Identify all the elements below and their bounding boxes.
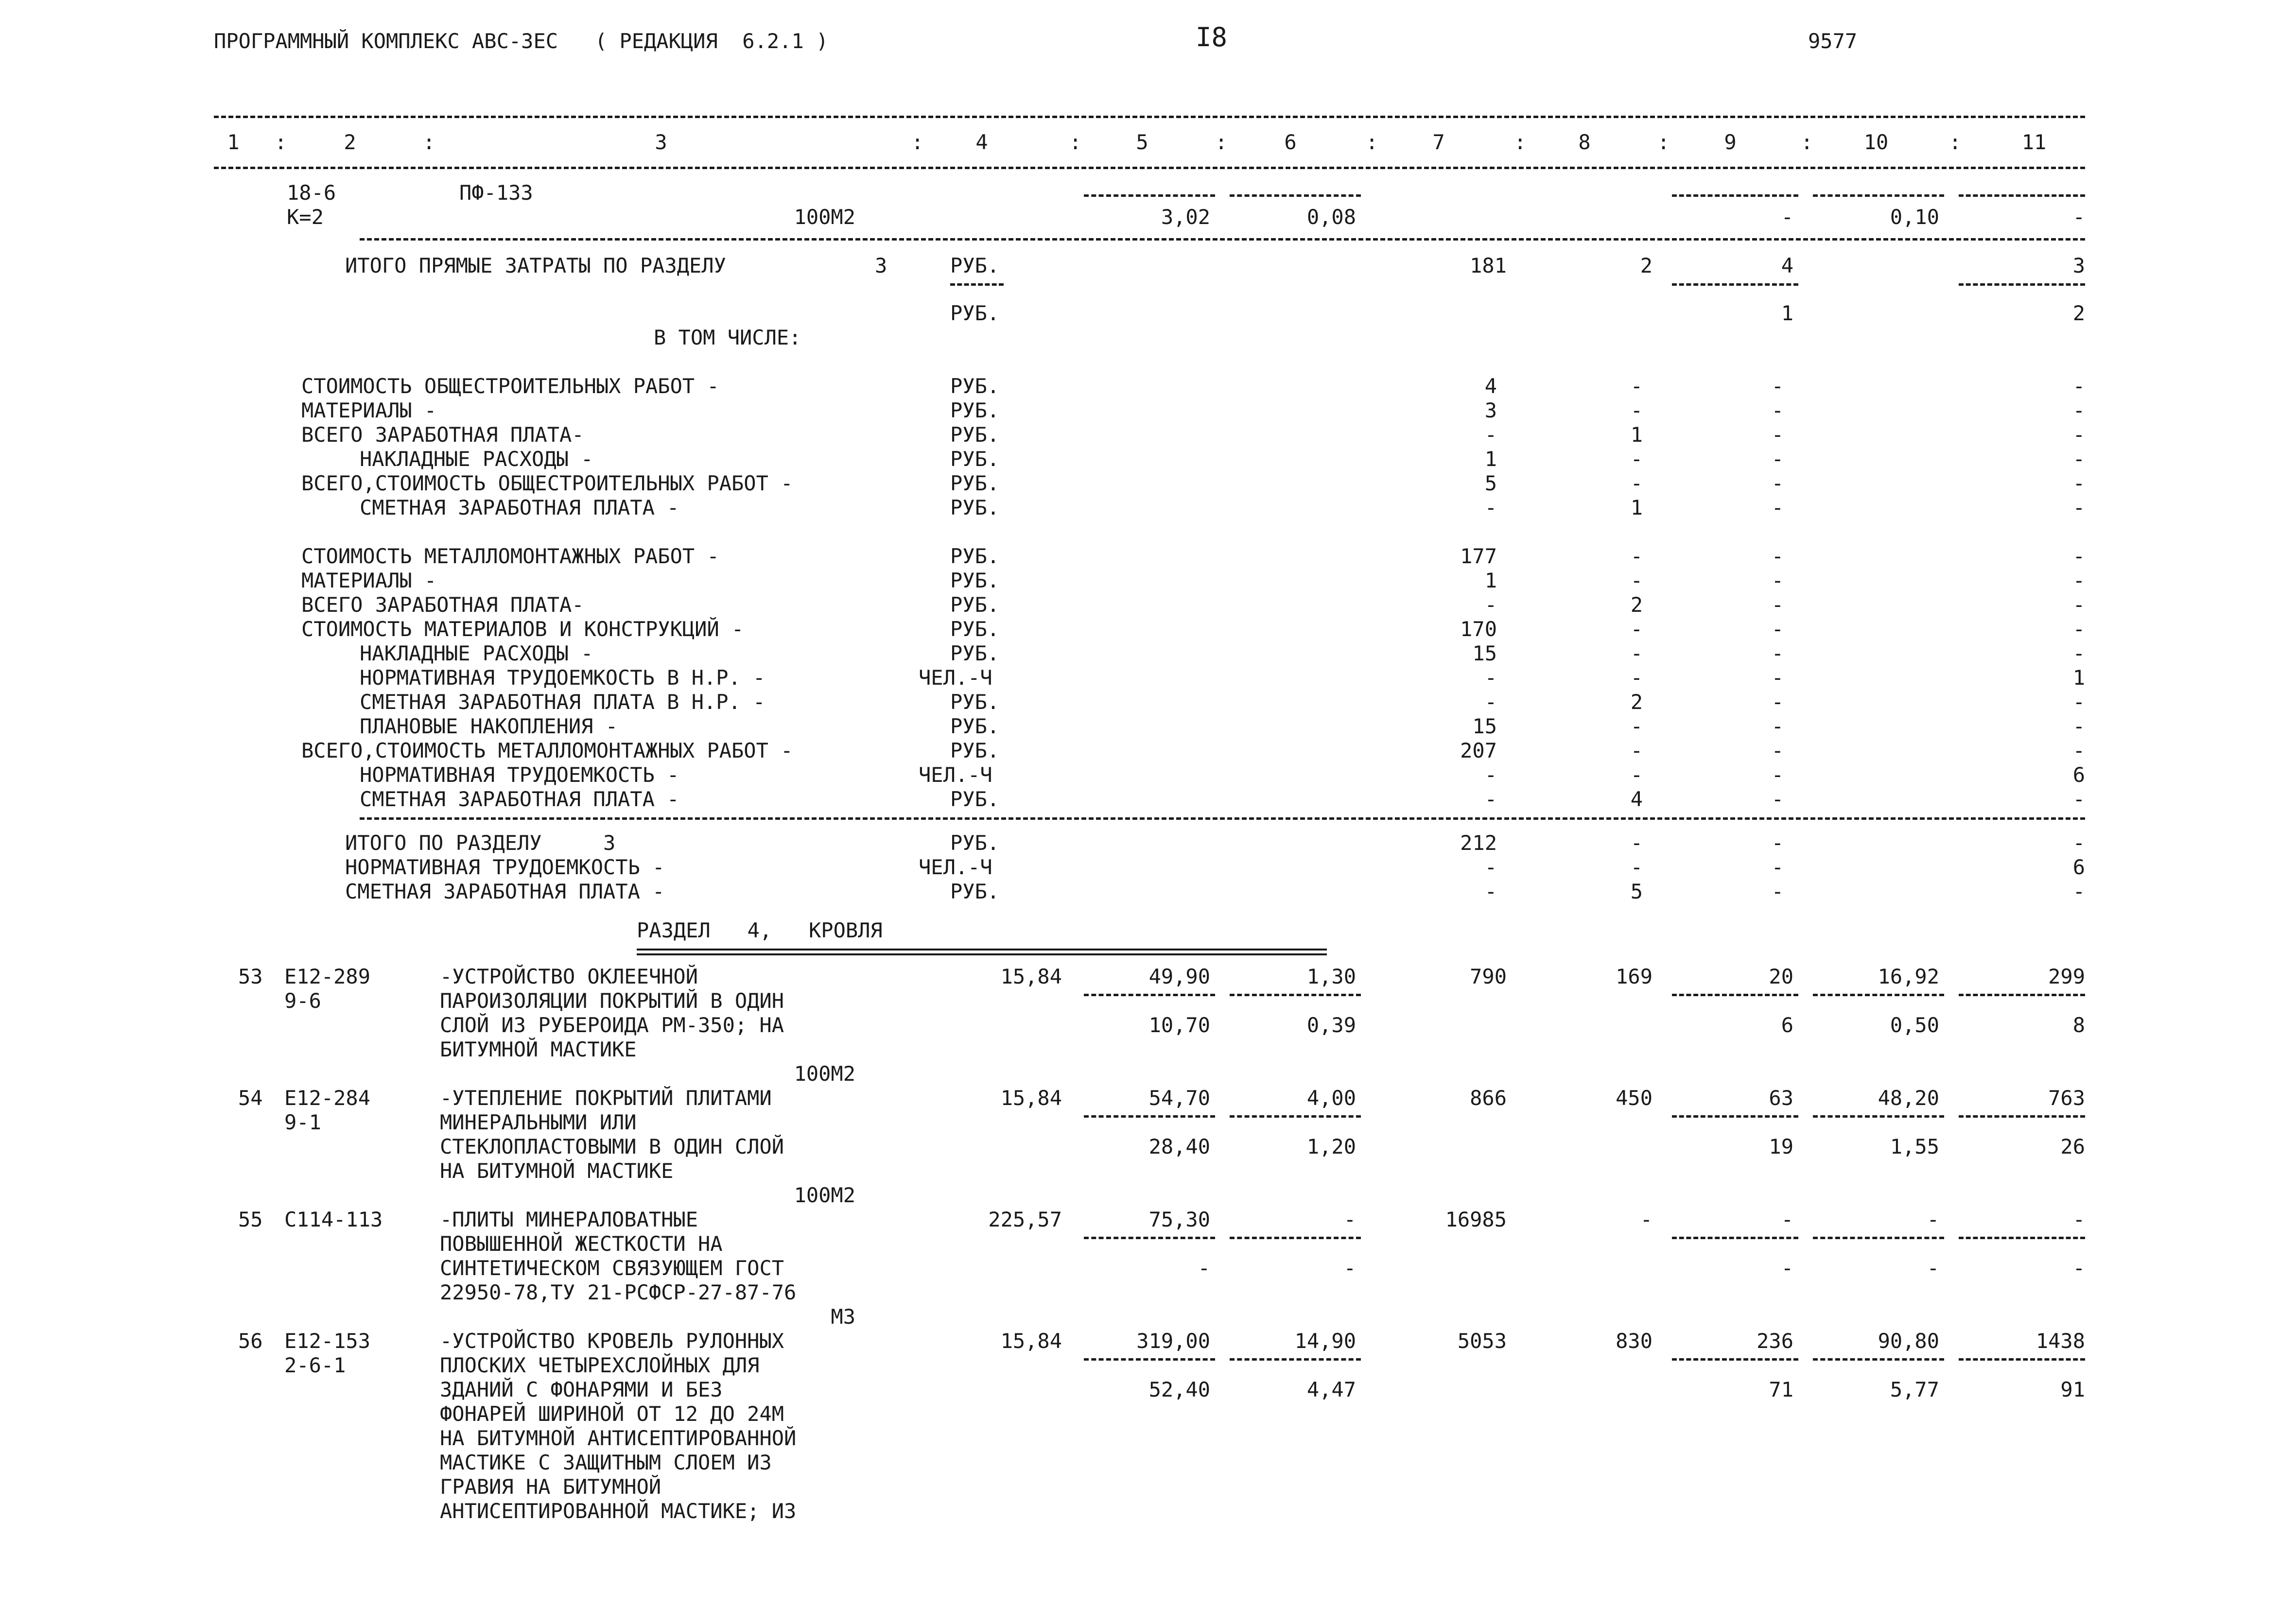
item-col8: -	[1640, 1208, 1652, 1231]
breakdown-col9: -	[1771, 569, 1784, 592]
dashed-rule	[1959, 1115, 2085, 1118]
breakdown-col9: -	[1771, 471, 1784, 495]
breakdown-col7: 170	[1460, 617, 1497, 641]
column-separator: :	[275, 130, 287, 154]
unit: РУБ.	[950, 617, 1000, 641]
section-total-col9: -	[1771, 880, 1784, 903]
breakdown-col11: -	[2072, 471, 2085, 495]
item-description: ПЛОСКИХ ЧЕТЫРЕХСЛОЙНЫХ ДЛЯ	[440, 1353, 760, 1377]
header-bottom-rule	[214, 167, 2085, 169]
item-col9: 236	[1757, 1329, 1793, 1353]
prev-code: 18-6	[287, 181, 336, 205]
section-total-label: ИТОГО ПО РАЗДЕЛУ 3	[345, 831, 616, 855]
program-header: ПРОГРАММНЫЙ КОМПЛЕКС АВС-3ЕС ( РЕДАКЦИЯ 6.2.1 )	[214, 29, 829, 53]
item-col7: 866	[1470, 1086, 1507, 1110]
item-col7: 5053	[1457, 1329, 1507, 1353]
dashed-rule	[1230, 1237, 1361, 1239]
breakdown-label: НОРМАТИВНАЯ ТРУДОЕМКОСТЬ В Н.Р. -	[360, 666, 765, 690]
section-total-col8: 5	[1630, 880, 1643, 903]
item-description: НА БИТУМНОЙ МАСТИКЕ	[440, 1159, 674, 1183]
item-col6-sub: 1,20	[1306, 1135, 1356, 1158]
item-description: АНТИСЕПТИРОВАННОЙ МАСТИКЕ; ИЗ	[440, 1499, 797, 1523]
unit: РУБ.	[950, 690, 1000, 714]
breakdown-col11: -	[2072, 641, 2085, 665]
section-underline	[637, 949, 1327, 955]
breakdown-label: ВСЕГО ЗАРАБОТНАЯ ПЛАТА-	[301, 593, 584, 617]
breakdown-label: СТОИМОСТЬ МАТЕРИАЛОВ И КОНСТРУКЦИЙ -	[301, 617, 744, 641]
column-number-6: 6	[1284, 130, 1297, 154]
breakdown-col9: -	[1771, 398, 1784, 422]
breakdown-col11: -	[2072, 423, 2085, 447]
column-separator: :	[1657, 130, 1670, 154]
section-total-col7: -	[1484, 855, 1497, 879]
breakdown-col8: -	[1630, 714, 1643, 738]
unit: РУБ.	[950, 544, 1000, 568]
breakdown-col7: 4	[1484, 374, 1497, 398]
breakdown-col7: -	[1484, 763, 1497, 787]
breakdown-col8: 4	[1630, 787, 1643, 811]
section-total-col9: -	[1771, 855, 1784, 879]
item-col5: 49,90	[1148, 965, 1210, 988]
section-total-label: СМЕТНАЯ ЗАРАБОТНАЯ ПЛАТА -	[345, 880, 665, 903]
section-total-col11: 6	[2072, 855, 2085, 879]
column-separator: :	[1366, 130, 1378, 154]
item-description: -УТЕПЛЕНИЕ ПОКРЫТИЙ ПЛИТАМИ	[440, 1086, 772, 1110]
prev-unit: 100М2	[794, 205, 855, 229]
column-separator: :	[1215, 130, 1228, 154]
breakdown-col11: -	[2072, 714, 2085, 738]
item-col11: 299	[2048, 965, 2085, 988]
breakdown-col9: -	[1771, 690, 1784, 714]
item-code: Е12-153	[284, 1329, 371, 1353]
breakdown-col9: -	[1771, 714, 1784, 738]
item-description: ФОНАРЕЙ ШИРИНОЙ ОТ 12 ДО 24М	[440, 1402, 784, 1426]
breakdown-col7: 1	[1484, 569, 1497, 592]
item-col5-sub: -	[1198, 1256, 1210, 1280]
dashed-rule	[1084, 1358, 1215, 1361]
breakdown-label: СМЕТНАЯ ЗАРАБОТНАЯ ПЛАТА -	[360, 496, 679, 519]
breakdown-col11: -	[2072, 496, 2085, 519]
dashed-rule	[1959, 1237, 2085, 1239]
dashed-rule	[1672, 994, 1798, 996]
item-col10: 48,20	[1878, 1086, 1939, 1110]
item-quantity: 225,57	[988, 1208, 1062, 1231]
item-col9-sub: 6	[1781, 1013, 1793, 1037]
unit: РУБ.	[950, 254, 1000, 277]
section-total-col8: -	[1630, 855, 1643, 879]
item-col6: 4,00	[1306, 1086, 1356, 1110]
column-number-11: 11	[2021, 130, 2047, 154]
column-number-7: 7	[1432, 130, 1445, 154]
prev-col9: -	[1781, 205, 1793, 229]
item-col11: 1438	[2035, 1329, 2085, 1353]
dashed-rule	[1672, 283, 1798, 286]
breakdown-col9: -	[1771, 496, 1784, 519]
itogo-direct-label: ИТОГО ПРЯМЫЕ ЗАТРАТЫ ПО РАЗДЕЛУ	[345, 254, 726, 277]
breakdown-label: ВСЕГО,СТОИМОСТЬ МЕТАЛЛОМОНТАЖНЫХ РАБОТ -	[301, 739, 793, 762]
item-col11: 763	[2048, 1086, 2085, 1110]
column-number-4: 4	[975, 130, 988, 154]
section-total-col7: 212	[1460, 831, 1497, 855]
item-col6-sub: -	[1343, 1256, 1356, 1280]
breakdown-col7: -	[1484, 666, 1497, 690]
item-description: МИНЕРАЛЬНЫМИ ИЛИ	[440, 1110, 637, 1134]
item-col10-sub: 5,77	[1890, 1378, 1939, 1401]
dashed-rule	[1813, 1115, 1944, 1118]
breakdown-col8: -	[1630, 544, 1643, 568]
item-col7: 16985	[1445, 1208, 1507, 1231]
breakdown-col11: -	[2072, 398, 2085, 422]
unit: РУБ.	[950, 714, 1000, 738]
unit: РУБ.	[950, 593, 1000, 617]
breakdown-col11: -	[2072, 544, 2085, 568]
breakdown-col11: 1	[2072, 666, 2085, 690]
breakdown-col9: -	[1771, 763, 1784, 787]
dashed-rule	[1959, 194, 2085, 197]
unit: РУБ.	[950, 569, 1000, 592]
breakdown-col9: -	[1771, 544, 1784, 568]
item-col5: 75,30	[1148, 1208, 1210, 1231]
item-number: 54	[238, 1086, 263, 1110]
dashed-rule	[1230, 194, 1361, 197]
breakdown-col11: 6	[2072, 763, 2085, 787]
breakdown-col8: 2	[1630, 690, 1643, 714]
document-code: 9577	[1808, 29, 1858, 53]
unit: ЧЕЛ.-Ч	[919, 763, 992, 787]
dashed-rule	[1959, 1358, 2085, 1361]
breakdown-label: МАТЕРИАЛЫ -	[301, 569, 437, 592]
unit: РУБ.	[950, 301, 1000, 325]
item-unit: М3	[831, 1305, 855, 1329]
breakdown-col7: 3	[1484, 398, 1497, 422]
item-col11: -	[2072, 1208, 2085, 1231]
item-col5-sub: 52,40	[1148, 1378, 1210, 1401]
item-description: 22950-78,ТУ 21-РСФСР-27-87-76	[440, 1280, 797, 1304]
item-description: БИТУМНОЙ МАСТИКЕ	[440, 1037, 637, 1061]
unit: РУБ.	[950, 641, 1000, 665]
item-col11-sub: -	[2072, 1256, 2085, 1280]
unit: РУБ.	[950, 880, 1000, 903]
breakdown-label: ВСЕГО,СТОИМОСТЬ ОБЩЕСТРОИТЕЛЬНЫХ РАБОТ -	[301, 471, 793, 495]
prev-name: ПФ-133	[459, 181, 533, 205]
item-unit: 100М2	[794, 1183, 855, 1207]
section-total-label: НОРМАТИВНАЯ ТРУДОЕМКОСТЬ -	[345, 855, 665, 879]
breakdown-label: ВСЕГО ЗАРАБОТНАЯ ПЛАТА-	[301, 423, 584, 447]
rule	[950, 283, 1004, 286]
rule	[360, 238, 2085, 241]
breakdown-col11: -	[2072, 374, 2085, 398]
itogo-col11-sub: 2	[2072, 301, 2085, 325]
item-code: Е12-284	[284, 1086, 371, 1110]
section-total-col9: -	[1771, 831, 1784, 855]
item-col7: 790	[1470, 965, 1507, 988]
itogo-col8: 2	[1640, 254, 1652, 277]
breakdown-col9: -	[1771, 787, 1784, 811]
item-code: Е12-289	[284, 965, 371, 988]
item-description: -УСТРОЙСТВО КРОВЕЛЬ РУЛОННЫХ	[440, 1329, 784, 1353]
dashed-rule	[1084, 1115, 1215, 1118]
breakdown-col7: -	[1484, 787, 1497, 811]
item-code: С114-113	[284, 1208, 383, 1231]
item-col6-sub: 4,47	[1306, 1378, 1356, 1401]
item-description: НА БИТУМНОЙ АНТИСЕПТИРОВАННОЙ	[440, 1426, 797, 1450]
breakdown-label: НОРМАТИВНАЯ ТРУДОЕМКОСТЬ -	[360, 763, 679, 787]
breakdown-label: ПЛАНОВЫЕ НАКОПЛЕНИЯ -	[360, 714, 618, 738]
item-description: ГРАВИЯ НА БИТУМНОЙ	[440, 1475, 661, 1499]
unit: РУБ.	[950, 739, 1000, 762]
unit: РУБ.	[950, 398, 1000, 422]
breakdown-col7: 177	[1460, 544, 1497, 568]
section-total-col11: -	[2072, 831, 2085, 855]
breakdown-col7: -	[1484, 690, 1497, 714]
breakdown-col8: -	[1630, 447, 1643, 471]
breakdown-col11: -	[2072, 593, 2085, 617]
breakdown-col8: -	[1630, 569, 1643, 592]
dashed-rule	[1084, 994, 1215, 996]
item-description: МАСТИКЕ С ЗАЩИТНЫМ СЛОЕМ ИЗ	[440, 1451, 772, 1474]
itogo-direct-section: 3	[875, 254, 887, 277]
page-number: I8	[1196, 22, 1228, 52]
breakdown-col11: -	[2072, 569, 2085, 592]
breakdown-col8: -	[1630, 617, 1643, 641]
breakdown-col11: -	[2072, 447, 2085, 471]
unit: РУБ.	[950, 496, 1000, 519]
breakdown-col7: 15	[1472, 714, 1497, 738]
item-code: 9-1	[284, 1110, 321, 1134]
column-number-3: 3	[655, 130, 667, 154]
item-col5: 54,70	[1148, 1086, 1210, 1110]
item-col9: -	[1781, 1208, 1793, 1231]
item-description: -УСТРОЙСТВО ОКЛЕЕЧНОЙ	[440, 965, 698, 988]
item-col5-sub: 28,40	[1148, 1135, 1210, 1158]
including-heading: В ТОМ ЧИСЛЕ:	[654, 326, 801, 349]
dashed-rule	[1230, 1358, 1361, 1361]
breakdown-col11: -	[2072, 787, 2085, 811]
item-col6: -	[1343, 1208, 1356, 1231]
column-separator: :	[1949, 130, 1962, 154]
item-col10: -	[1927, 1208, 1939, 1231]
itogo-col9: 4	[1781, 254, 1793, 277]
column-number-1: 1	[227, 130, 240, 154]
item-description: -ПЛИТЫ МИНЕРАЛОВАТНЫЕ	[440, 1208, 698, 1231]
section-total-col7: -	[1484, 880, 1497, 903]
section-total-col11: -	[2072, 880, 2085, 903]
breakdown-label: СТОИМОСТЬ ОБЩЕСТРОИТЕЛЬНЫХ РАБОТ -	[301, 374, 719, 398]
dashed-rule	[1230, 994, 1361, 996]
breakdown-label: СМЕТНАЯ ЗАРАБОТНАЯ ПЛАТА -	[360, 787, 679, 811]
item-col10-sub: 1,55	[1890, 1135, 1939, 1158]
dashed-rule	[1672, 1237, 1798, 1239]
dashed-rule	[1084, 1237, 1215, 1239]
item-description: СИНТЕТИЧЕСКОМ СВЯЗУЮЩЕМ ГОСТ	[440, 1256, 784, 1280]
column-separator: :	[1514, 130, 1527, 154]
column-separator: :	[1069, 130, 1082, 154]
breakdown-col7: -	[1484, 593, 1497, 617]
unit: РУБ.	[950, 423, 1000, 447]
dashed-rule	[1813, 1358, 1944, 1361]
prev-col11: -	[2072, 205, 2085, 229]
item-col6: 1,30	[1306, 965, 1356, 988]
breakdown-label: МАТЕРИАЛЫ -	[301, 398, 437, 422]
dashed-rule	[1672, 1115, 1798, 1118]
item-col6-sub: 0,39	[1306, 1013, 1356, 1037]
item-description: ЗДАНИЙ С ФОНАРЯМИ И БЕЗ	[440, 1378, 723, 1401]
item-col8: 169	[1616, 965, 1652, 988]
dashed-rule	[1813, 994, 1944, 996]
item-col5-sub: 10,70	[1148, 1013, 1210, 1037]
item-col9-sub: 19	[1769, 1135, 1793, 1158]
section-4-title: РАЗДЕЛ 4, КРОВЛЯ	[637, 918, 883, 942]
item-col8: 830	[1616, 1329, 1652, 1353]
unit: ЧЕЛ.-Ч	[919, 855, 992, 879]
column-number-10: 10	[1863, 130, 1889, 154]
breakdown-col8: -	[1630, 739, 1643, 762]
item-col10-sub: 0,50	[1890, 1013, 1939, 1037]
item-col9-sub: 71	[1769, 1378, 1793, 1401]
prev-col5: 3,02	[1161, 205, 1210, 229]
breakdown-col8: -	[1630, 641, 1643, 665]
itogo-col11: 3	[2072, 254, 2085, 277]
unit: РУБ.	[950, 471, 1000, 495]
prev-col6: 0,08	[1306, 205, 1356, 229]
dashed-rule	[1813, 194, 1944, 197]
dashed-rule	[1672, 194, 1798, 197]
unit: РУБ.	[950, 374, 1000, 398]
dashed-rule	[1959, 994, 2085, 996]
unit: РУБ.	[950, 787, 1000, 811]
dashed-rule	[1230, 1115, 1361, 1118]
dashed-rule	[1084, 194, 1215, 197]
item-description: ПАРОИЗОЛЯЦИИ ПОКРЫТИЙ В ОДИН	[440, 989, 784, 1013]
breakdown-col9: -	[1771, 447, 1784, 471]
breakdown-col8: 2	[1630, 593, 1643, 617]
breakdown-col11: -	[2072, 739, 2085, 762]
prev-coefficient: К=2	[287, 205, 324, 229]
breakdown-label: СМЕТНАЯ ЗАРАБОТНАЯ ПЛАТА В Н.Р. -	[360, 690, 765, 714]
item-quantity: 15,84	[1000, 1086, 1062, 1110]
breakdown-col7: 1	[1484, 447, 1497, 471]
breakdown-col9: -	[1771, 739, 1784, 762]
breakdown-col7: 207	[1460, 739, 1497, 762]
column-number-9: 9	[1724, 130, 1737, 154]
item-number: 55	[238, 1208, 263, 1231]
dashed-rule	[1959, 283, 2085, 286]
item-col5: 319,00	[1136, 1329, 1210, 1353]
item-col10-sub: -	[1927, 1256, 1939, 1280]
breakdown-col8: 1	[1630, 496, 1643, 519]
breakdown-col7: 5	[1484, 471, 1497, 495]
column-separator: :	[1801, 130, 1813, 154]
item-col9-sub: -	[1781, 1256, 1793, 1280]
dashed-rule	[1813, 1237, 1944, 1239]
item-quantity: 15,84	[1000, 1329, 1062, 1353]
breakdown-col7: -	[1484, 423, 1497, 447]
itogo-col7: 181	[1470, 254, 1507, 277]
item-col8: 450	[1616, 1086, 1652, 1110]
itogo-col9-sub: 1	[1781, 301, 1793, 325]
item-description: СЛОЙ ИЗ РУБЕРОИДА РМ-350; НА	[440, 1013, 784, 1037]
item-description: СТЕКЛОПЛАСТОВЫМИ В ОДИН СЛОЙ	[440, 1135, 784, 1158]
column-separator: :	[911, 130, 924, 154]
breakdown-col11: -	[2072, 690, 2085, 714]
item-col10: 16,92	[1878, 965, 1939, 988]
header-top-rule	[214, 116, 2085, 118]
column-number-8: 8	[1578, 130, 1591, 154]
item-number: 56	[238, 1329, 263, 1353]
breakdown-col9: -	[1771, 666, 1784, 690]
breakdown-col7: -	[1484, 496, 1497, 519]
breakdown-col9: -	[1771, 423, 1784, 447]
item-quantity: 15,84	[1000, 965, 1062, 988]
breakdown-col9: -	[1771, 593, 1784, 617]
breakdown-col7: 15	[1472, 641, 1497, 665]
column-number-2: 2	[344, 130, 356, 154]
item-description: ПОВЫШЕННОЙ ЖЕСТКОСТИ НА	[440, 1232, 723, 1256]
breakdown-col9: -	[1771, 617, 1784, 641]
unit: ЧЕЛ.-Ч	[919, 666, 992, 690]
prev-col10: 0,10	[1890, 205, 1939, 229]
item-col11-sub: 8	[2072, 1013, 2085, 1037]
column-separator: :	[423, 130, 435, 154]
breakdown-col11: -	[2072, 617, 2085, 641]
item-unit: 100М2	[794, 1062, 855, 1086]
item-col9: 20	[1769, 965, 1793, 988]
rule	[360, 817, 2085, 820]
item-col11-sub: 26	[2060, 1135, 2085, 1158]
unit: РУБ.	[950, 831, 1000, 855]
item-col10: 90,80	[1878, 1329, 1939, 1353]
section-total-col8: -	[1630, 831, 1643, 855]
breakdown-col9: -	[1771, 641, 1784, 665]
breakdown-col8: 1	[1630, 423, 1643, 447]
dashed-rule	[1672, 1358, 1798, 1361]
breakdown-col8: -	[1630, 471, 1643, 495]
breakdown-col9: -	[1771, 374, 1784, 398]
item-col6: 14,90	[1294, 1329, 1356, 1353]
breakdown-col8: -	[1630, 398, 1643, 422]
breakdown-label: СТОИМОСТЬ МЕТАЛЛОМОНТАЖНЫХ РАБОТ -	[301, 544, 719, 568]
item-col9: 63	[1769, 1086, 1793, 1110]
item-number: 53	[238, 965, 263, 988]
breakdown-col8: -	[1630, 763, 1643, 787]
unit: РУБ.	[950, 447, 1000, 471]
column-number-5: 5	[1136, 130, 1148, 154]
item-code: 9-6	[284, 989, 321, 1013]
item-code: 2-6-1	[284, 1353, 346, 1377]
breakdown-label: НАКЛАДНЫЕ РАСХОДЫ -	[360, 641, 593, 665]
breakdown-label: НАКЛАДНЫЕ РАСХОДЫ -	[360, 447, 593, 471]
breakdown-col8: -	[1630, 666, 1643, 690]
item-col11-sub: 91	[2060, 1378, 2085, 1401]
breakdown-col8: -	[1630, 374, 1643, 398]
